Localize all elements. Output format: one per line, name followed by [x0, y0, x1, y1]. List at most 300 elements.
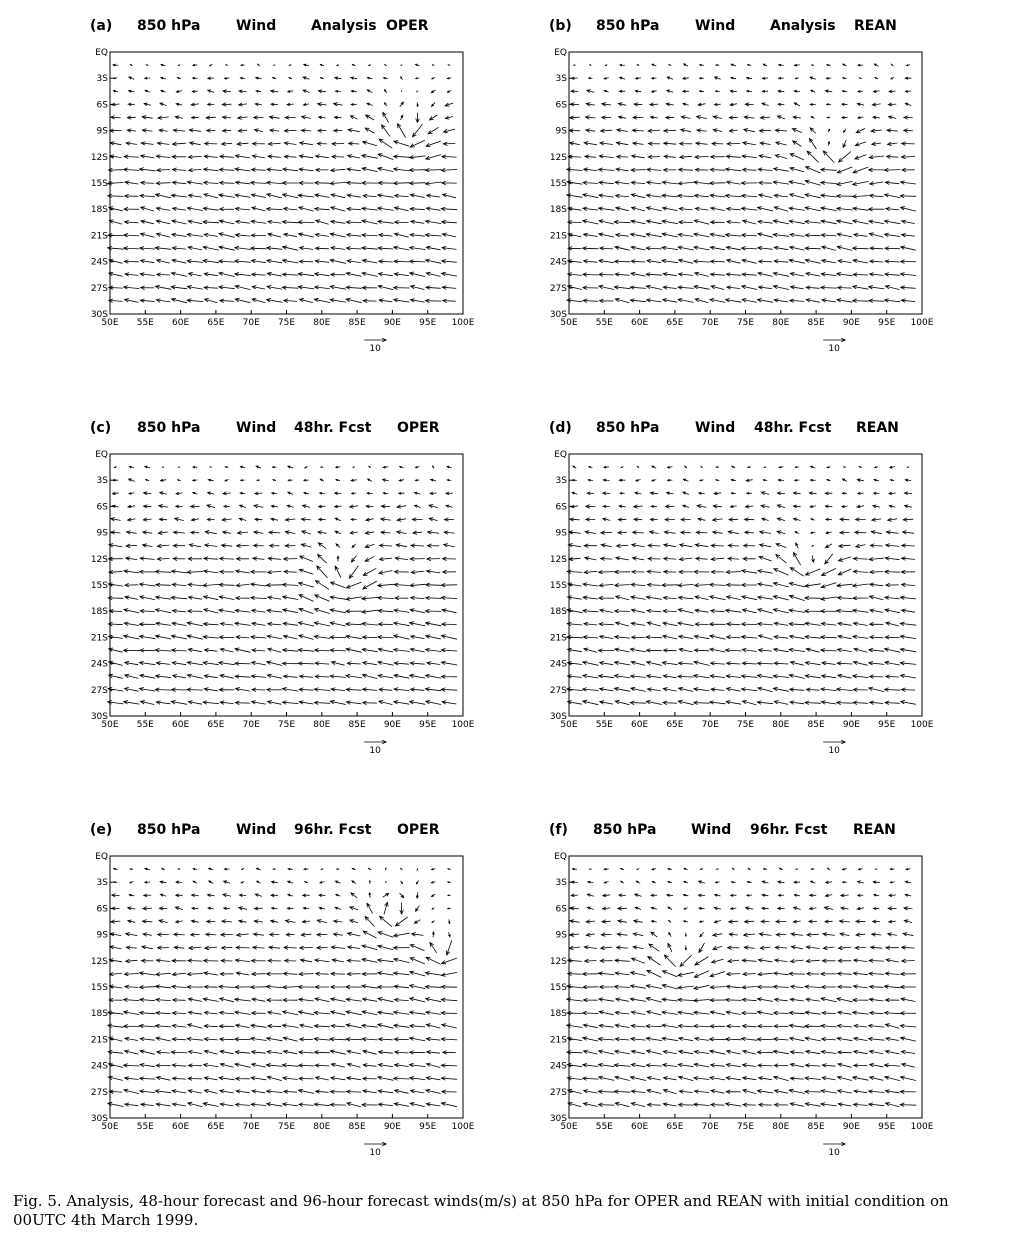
wind-arrow [299, 569, 313, 574]
wind-arrow [854, 648, 867, 652]
wind-arrow [378, 1076, 394, 1080]
y-tick-label: 30S [90, 310, 108, 320]
wind-arrow [700, 64, 704, 66]
x-tick-label: 95E [419, 1122, 437, 1132]
x-tick-label: 60E [172, 720, 190, 730]
wind-arrow [283, 622, 298, 626]
wind-arrow [648, 1103, 661, 1107]
wind-arrow [203, 220, 219, 224]
wind-arrow [366, 505, 373, 508]
wind-vector-plot [90, 820, 550, 1190]
wind-arrow [268, 596, 281, 600]
wind-arrow [662, 194, 678, 198]
wind-arrow [648, 957, 661, 966]
wind-arrow [125, 220, 139, 224]
wind-arrow [204, 1037, 217, 1041]
wind-arrow [427, 194, 441, 198]
wind-arrow [870, 1076, 884, 1080]
wind-arrow [112, 103, 120, 106]
wind-arrow [442, 1090, 457, 1094]
wind-arrow [710, 233, 725, 237]
wind-arrow [600, 985, 614, 989]
wind-arrow [188, 701, 202, 705]
wind-arrow [110, 933, 121, 937]
wind-arrow [778, 103, 784, 106]
wind-arrow [108, 194, 124, 198]
wind-arrow [125, 273, 138, 277]
wind-arrow [843, 881, 847, 883]
wind-arrow [283, 596, 298, 600]
wind-arrow [318, 103, 327, 107]
wind-arrow [907, 65, 910, 66]
wind-arrow [903, 933, 913, 937]
wind-arrow [631, 246, 645, 250]
wind-arrow [901, 570, 915, 574]
wind-arrow [680, 544, 693, 548]
wind-arrow [806, 1064, 821, 1068]
wind-arrow [726, 675, 741, 679]
wind-arrow [288, 894, 293, 896]
wind-arrow [448, 895, 451, 896]
wind-arrow [125, 1037, 138, 1041]
wind-arrow [109, 1037, 123, 1041]
wind-arrow [315, 207, 330, 211]
wind-arrow [363, 194, 376, 198]
wind-arrow [222, 946, 233, 950]
wind-arrow [172, 972, 186, 976]
wind-arrow [271, 894, 278, 897]
wind-arrow [426, 622, 442, 626]
wind-arrow [204, 688, 218, 692]
wind-arrow [821, 1050, 836, 1054]
wind-arrow [746, 907, 754, 910]
wind-arrow [426, 596, 442, 600]
wind-arrow [667, 77, 673, 79]
wind-arrow [109, 959, 122, 963]
wind-arrow [394, 933, 410, 937]
wind-arrow [838, 985, 852, 989]
y-tick-label: 3S [96, 74, 108, 85]
wind-arrow [283, 1024, 299, 1028]
wind-arrow [252, 1011, 266, 1015]
wind-arrow [710, 194, 725, 198]
wind-arrow [884, 1064, 900, 1068]
wind-arrow [806, 272, 820, 276]
wind-arrow [193, 479, 198, 481]
wind-arrow [335, 492, 342, 495]
wind-arrow [220, 299, 234, 303]
wind-arrow [697, 116, 707, 120]
wind-arrow [363, 636, 377, 640]
wind-arrow [395, 998, 409, 1002]
wind-arrow [268, 701, 282, 705]
wind-arrow [790, 701, 804, 705]
wind-arrow [145, 77, 151, 79]
wind-arrow [287, 103, 294, 106]
x-tick-label: 90E [842, 1122, 860, 1132]
wind-arrow [668, 907, 672, 910]
wind-arrow [684, 908, 688, 909]
wind-arrow [901, 246, 916, 250]
wind-arrow [584, 1090, 598, 1094]
wind-arrow [252, 701, 266, 705]
wind-arrow [267, 285, 282, 289]
wind-arrow [837, 1024, 852, 1028]
wind-arrow [235, 1038, 251, 1042]
wind-arrow [821, 233, 836, 237]
wind-arrow [805, 180, 820, 185]
wind-arrow [778, 881, 785, 884]
wind-arrow [599, 220, 614, 224]
wind-arrow [794, 881, 800, 883]
wind-arrow [789, 622, 805, 626]
wind-arrow [173, 998, 186, 1002]
wind-vector-plot [549, 820, 1009, 1190]
wind-arrow [837, 181, 853, 185]
wind-arrow [694, 701, 710, 705]
wind-arrow [599, 1076, 615, 1080]
wind-arrow [853, 688, 867, 692]
wind-arrow [140, 609, 155, 613]
wind-arrow [428, 127, 439, 134]
wind-arrow [156, 220, 170, 224]
wind-arrow [379, 688, 392, 692]
wind-arrow [283, 1103, 298, 1107]
wind-arrow [678, 972, 694, 976]
wind-arrow [219, 168, 234, 172]
wind-arrow [394, 1103, 409, 1107]
wind-arrow [219, 220, 234, 224]
wind-arrow [602, 116, 611, 120]
wind-arrow [124, 622, 139, 626]
wind-arrow [805, 207, 821, 211]
wind-arrow [679, 273, 694, 277]
wind-arrow [762, 894, 768, 897]
wind-arrow [114, 868, 118, 870]
wind-arrow [426, 246, 440, 250]
wind-arrow [694, 246, 710, 250]
wind-arrow [678, 1024, 693, 1028]
wind-arrow [615, 959, 630, 963]
wind-arrow [235, 168, 250, 172]
wind-arrow [160, 492, 167, 495]
wind-arrow [902, 142, 915, 146]
wind-arrow [444, 518, 454, 522]
wind-arrow [193, 881, 197, 883]
wind-arrow [112, 907, 120, 910]
wind-arrow [902, 946, 915, 950]
wind-arrow [806, 959, 820, 963]
wind-arrow [711, 609, 725, 613]
wind-arrow [239, 103, 247, 106]
wind-arrow [315, 194, 330, 198]
wind-arrow [109, 1090, 122, 1094]
wind-arrow [330, 285, 346, 289]
wind-arrow [726, 1037, 742, 1041]
wind-arrow [743, 609, 757, 613]
wind-arrow [235, 622, 251, 626]
wind-arrow [143, 531, 153, 535]
wind-arrow [379, 1103, 393, 1107]
wind-arrow [410, 1037, 426, 1041]
y-tick-label: 3S [96, 476, 108, 487]
wind-arrow [288, 868, 293, 870]
wind-arrow [125, 661, 138, 665]
wind-arrow [417, 868, 418, 870]
panel-label: (b) [549, 18, 572, 34]
wind-arrow [827, 117, 830, 118]
wind-arrow [140, 985, 156, 989]
wind-arrow [668, 868, 672, 870]
wind-arrow [647, 1011, 662, 1015]
wind-arrow [616, 998, 629, 1002]
wind-arrow [362, 272, 378, 276]
wind-arrow [824, 907, 833, 911]
wind-arrow [710, 635, 726, 639]
wind-arrow [857, 907, 864, 910]
wind-arrow [790, 998, 804, 1002]
panel-label: (e) [90, 822, 113, 838]
wind-arrow [726, 998, 742, 1002]
wind-arrow [726, 246, 740, 250]
wind-arrow [759, 260, 772, 264]
wind-arrow [394, 299, 410, 303]
wind-arrow [172, 609, 186, 613]
wind-arrow [378, 181, 393, 185]
wind-arrow [443, 570, 456, 574]
wind-arrow [224, 907, 230, 910]
wind-arrow [583, 583, 598, 587]
x-tick-label: 90E [842, 720, 860, 730]
wind-arrow [695, 298, 708, 302]
wind-arrow [430, 492, 437, 495]
wind-arrow [285, 544, 295, 548]
wind-arrow [790, 688, 805, 692]
wind-arrow [726, 701, 741, 705]
wind-arrow [362, 167, 377, 171]
wind-arrow [141, 1103, 154, 1107]
y-tick-label: 9S [555, 930, 567, 941]
wind-arrow [298, 220, 314, 224]
wind-arrow [680, 155, 692, 159]
x-tick-label: 75E [277, 720, 296, 730]
wind-arrow [444, 544, 455, 548]
wind-arrow [872, 518, 881, 522]
wind-arrow [726, 168, 742, 172]
wind-arrow [108, 182, 124, 186]
wind-arrow [743, 1089, 756, 1093]
wind-arrow [267, 1090, 283, 1094]
wind-arrow [400, 102, 404, 107]
wind-arrow [631, 1011, 645, 1015]
wind-arrow [616, 233, 629, 237]
wind-arrow [270, 129, 279, 133]
wind-arrow [900, 1103, 916, 1107]
wind-arrow [694, 688, 710, 692]
wind-arrow [273, 480, 276, 481]
wind-arrow [805, 1011, 820, 1015]
wind-arrow [789, 609, 805, 613]
wind-arrow [694, 181, 710, 185]
wind-arrow [314, 1103, 330, 1107]
wind-arrow [853, 998, 868, 1002]
wind-arrow [172, 622, 186, 626]
wind-arrow [236, 1090, 249, 1094]
wind-arrow [335, 77, 342, 80]
panel-label: (c) [90, 420, 112, 436]
wind-arrow [838, 1051, 852, 1055]
wind-arrow [757, 1051, 773, 1055]
wind-arrow [172, 155, 186, 159]
wind-arrow [203, 661, 219, 665]
wind-arrow [270, 544, 280, 548]
wind-arrow [173, 247, 186, 251]
x-tick-label: 50E [560, 1122, 578, 1132]
wind-arrow [410, 1102, 425, 1106]
wind-arrow [647, 661, 662, 665]
wind-arrow [630, 998, 646, 1002]
wind-arrow [600, 661, 614, 665]
wind-arrow [747, 90, 752, 92]
wind-arrow [646, 596, 661, 600]
wind-arrow [125, 674, 139, 678]
wind-arrow [347, 168, 361, 172]
wind-arrow [667, 90, 674, 93]
wind-arrow [367, 103, 373, 105]
wind-arrow [203, 998, 218, 1002]
wind-arrow [572, 881, 578, 884]
wind-arrow [822, 568, 836, 575]
wind-arrow [775, 129, 787, 133]
wind-arrow [305, 882, 308, 883]
wind-arrow [379, 139, 392, 148]
x-tick-label: 80E [772, 318, 790, 328]
wind-arrow [235, 273, 251, 277]
wind-arrow [426, 207, 440, 211]
wind-arrow [584, 622, 597, 626]
wind-arrow [631, 675, 646, 679]
wind-arrow [394, 946, 410, 950]
wind-arrow [331, 1063, 345, 1067]
wind-arrow [666, 103, 674, 106]
wind-arrow [606, 65, 608, 66]
wind-arrow [571, 90, 578, 93]
wind-arrow [331, 246, 345, 250]
wind-arrow [188, 285, 203, 289]
wind-arrow [252, 688, 265, 692]
wind-arrow [727, 635, 741, 639]
wind-arrow [742, 168, 756, 172]
wind-arrow [904, 907, 913, 911]
wind-arrow [284, 207, 298, 211]
wind-arrow [109, 609, 122, 613]
wind-arrow [615, 609, 630, 613]
wind-arrow [383, 479, 389, 482]
wind-arrow [378, 220, 394, 224]
wind-arrow [711, 662, 725, 666]
wind-arrow [378, 998, 393, 1002]
wind-arrow [268, 570, 282, 574]
x-tick-label: 50E [101, 318, 119, 328]
wind-arrow [383, 893, 389, 897]
wind-arrow [173, 142, 186, 146]
wind-arrow [633, 557, 644, 561]
wind-arrow [415, 479, 419, 481]
wind-arrow [632, 129, 644, 133]
wind-arrow [838, 635, 851, 639]
wind-arrow [889, 116, 897, 119]
wind-arrow [853, 195, 869, 199]
wind-arrow [630, 299, 646, 303]
wind-arrow [251, 1024, 267, 1028]
wind-arrow [650, 103, 658, 106]
wind-arrow [273, 466, 277, 468]
wind-arrow [805, 247, 821, 251]
wind-arrow [210, 64, 213, 65]
wind-arrow [350, 116, 357, 119]
wind-arrow [884, 1011, 900, 1015]
wind-arrow [758, 972, 773, 976]
x-tick-label: 55E [595, 1122, 613, 1132]
wind-arrow [869, 959, 884, 963]
wind-arrow [567, 1077, 582, 1081]
wind-arrow [187, 259, 203, 263]
wind-arrow [669, 921, 672, 923]
x-tick-label: 70E [242, 720, 260, 730]
wind-arrow [143, 544, 153, 548]
x-tick-label: 95E [878, 1122, 896, 1132]
wind-arrow [678, 194, 694, 198]
wind-arrow [568, 220, 582, 224]
wind-arrow [176, 920, 183, 923]
wind-arrow [805, 584, 821, 588]
wind-arrow [362, 945, 377, 950]
wind-arrow [208, 77, 214, 80]
wind-arrow [287, 907, 293, 910]
wind-arrow [838, 959, 851, 963]
wind-arrow [743, 220, 756, 224]
wind-arrow [416, 466, 420, 468]
wind-arrow [731, 492, 735, 494]
wind-arrow [837, 194, 853, 198]
panel-type: 48hr. Fcst [294, 420, 372, 436]
wind-arrow [603, 492, 611, 495]
wind-arrow [303, 505, 311, 508]
wind-arrow [378, 945, 394, 950]
wind-arrow [603, 518, 610, 521]
wind-arrow [791, 985, 804, 989]
wind-arrow [219, 194, 235, 198]
wind-arrow [647, 299, 662, 303]
wind-arrow [726, 609, 742, 613]
wind-arrow [283, 972, 297, 976]
wind-arrow [365, 531, 374, 535]
wind-arrow [111, 116, 121, 120]
wind-arrow [271, 505, 277, 508]
y-tick-label: 24S [90, 257, 108, 268]
wind-arrow [346, 298, 362, 302]
wind-arrow [394, 985, 409, 989]
wind-arrow [646, 1024, 662, 1028]
wind-arrow [187, 233, 203, 237]
wind-arrow [369, 466, 371, 468]
wind-arrow [141, 286, 155, 290]
wind-arrow [795, 64, 800, 66]
wind-arrow [210, 467, 212, 468]
wind-arrow [298, 985, 314, 989]
wind-arrow [583, 985, 598, 989]
wind-arrow [667, 492, 674, 495]
